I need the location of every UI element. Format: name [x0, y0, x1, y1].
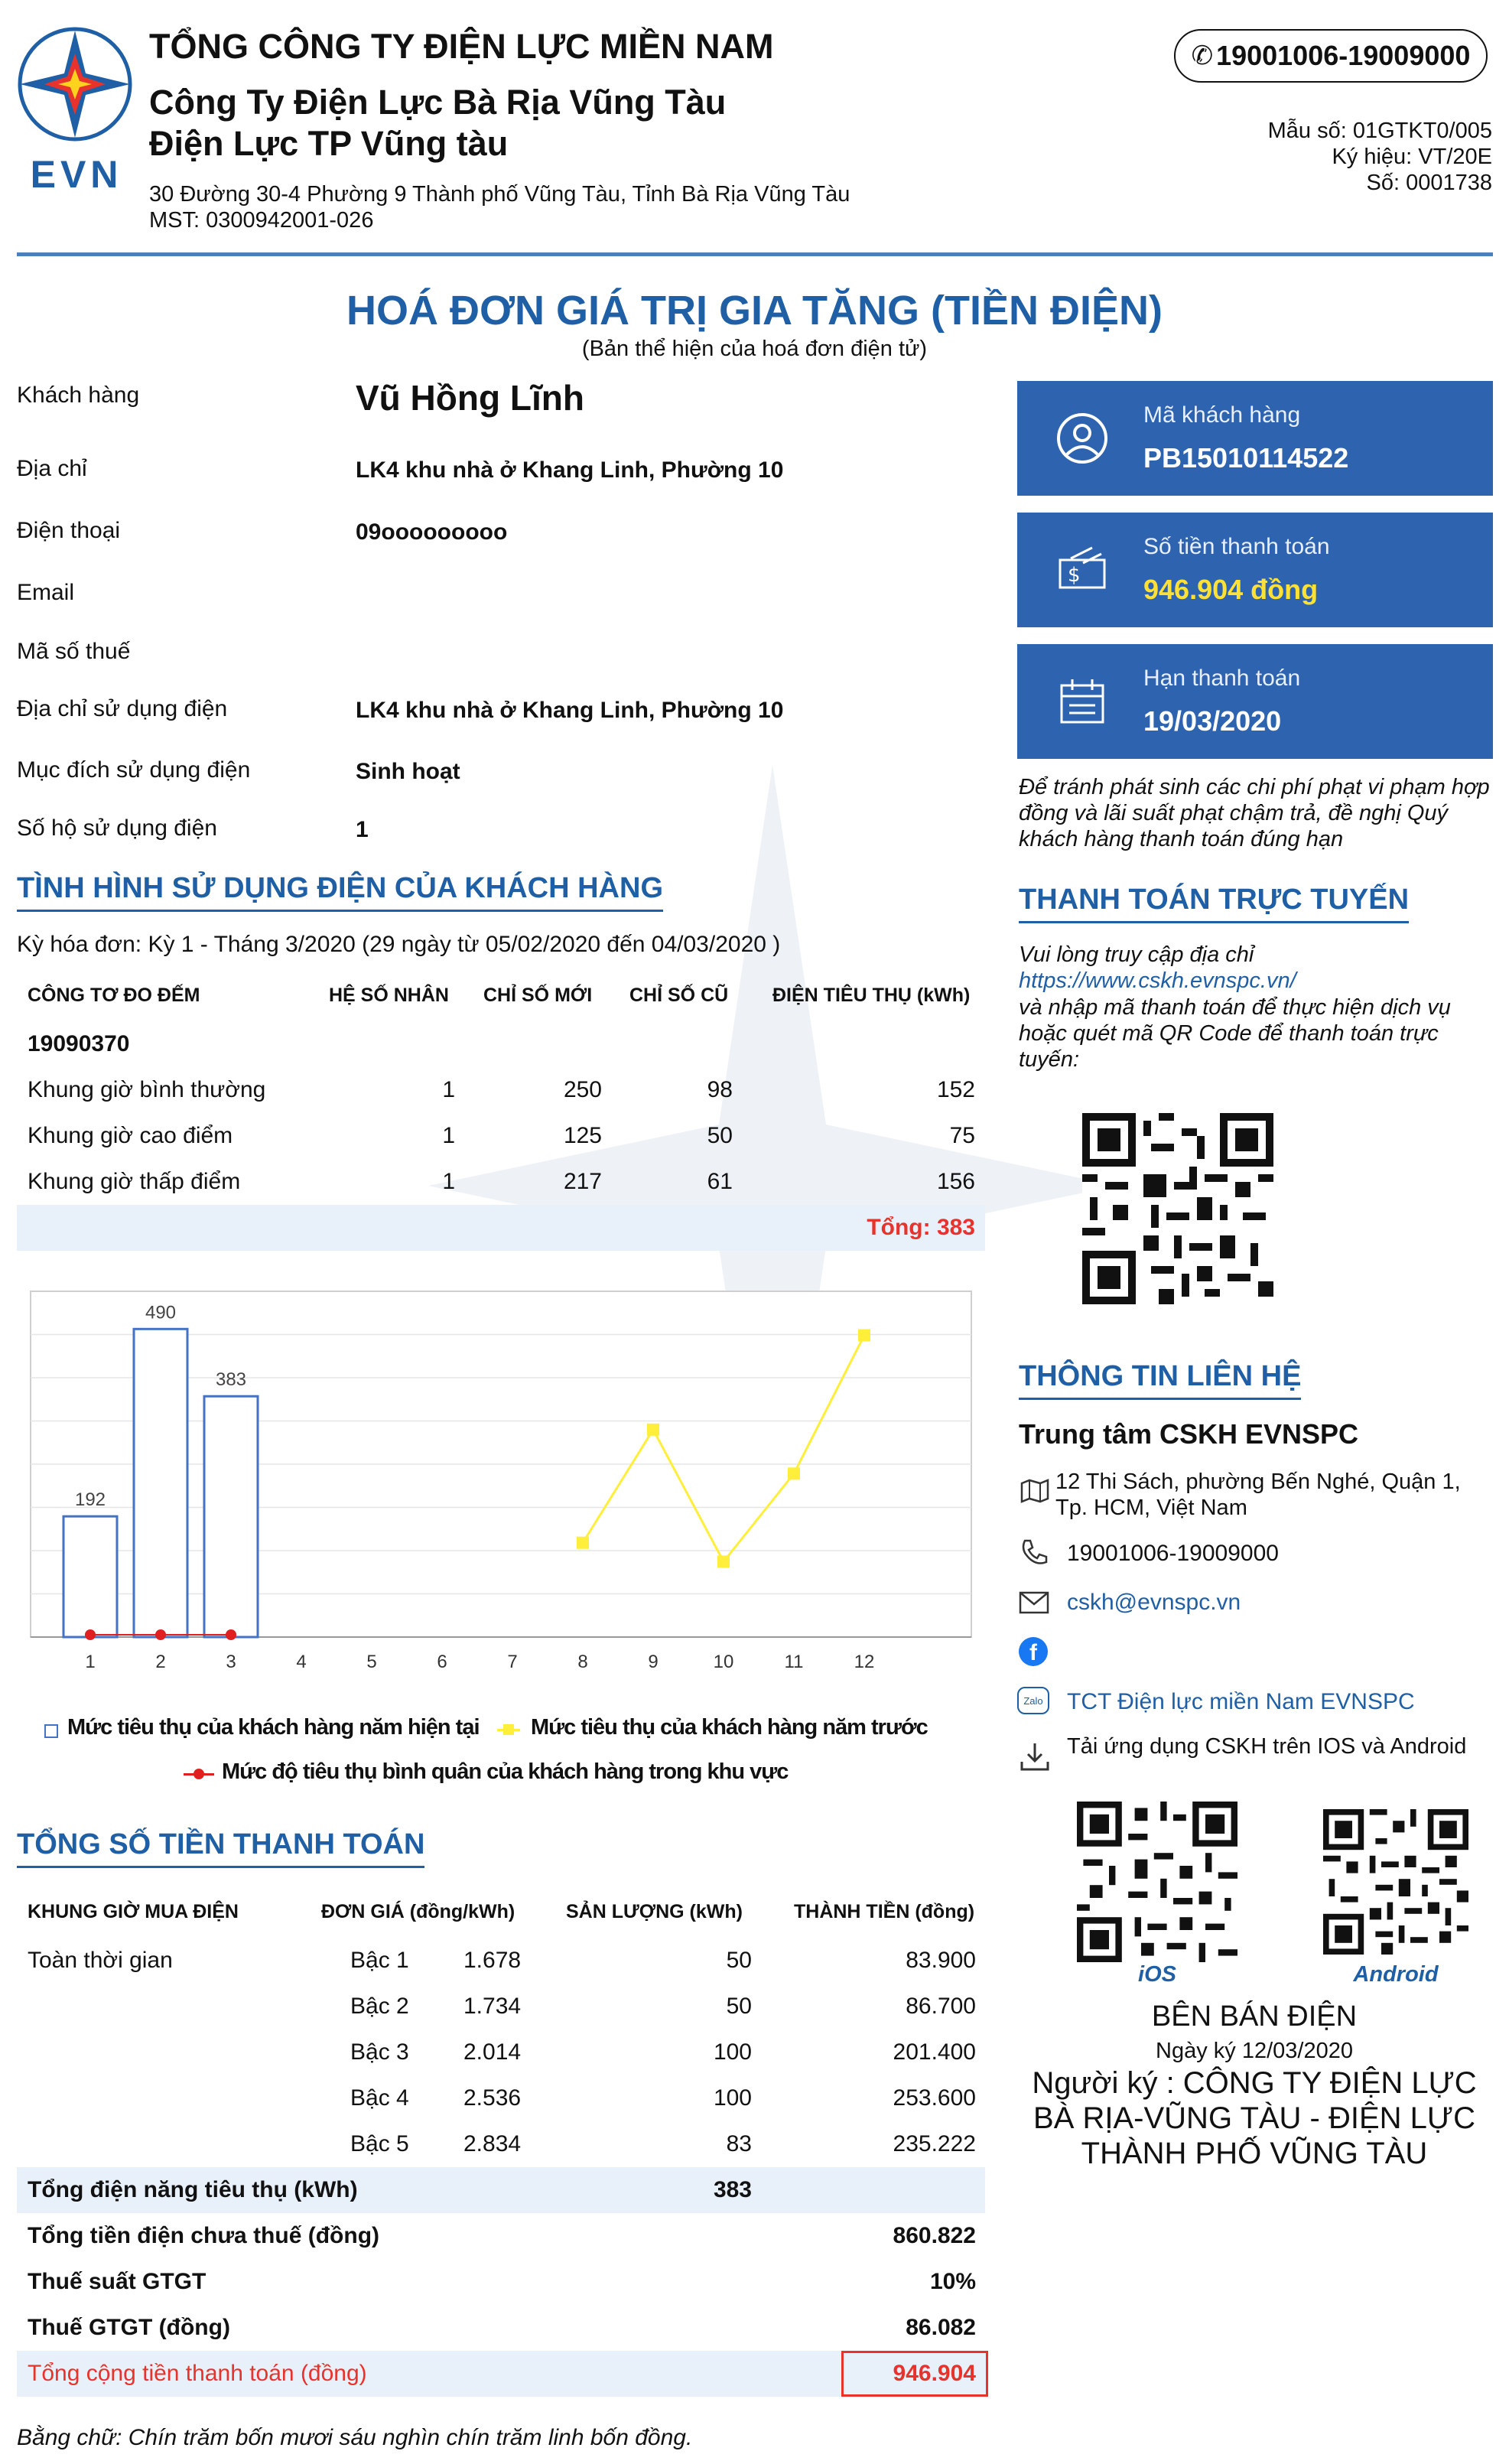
chart-bar — [204, 1396, 258, 1637]
col-time-slot: KHUNG GIỜ MUA ĐIỆN — [28, 1901, 239, 1922]
col-quantity: SẢN LƯỢNG (kWh) — [566, 1901, 743, 1922]
invoice-number: Số: 0001738 — [1366, 171, 1492, 195]
company-line2: Công Ty Điện Lực Bà Rịa Vũng Tàu — [149, 83, 727, 122]
android-qr-code[interactable] — [1323, 1809, 1468, 1955]
company-line3: Điện Lực TP Vũng tàu — [149, 124, 509, 163]
seller-date: Ngày ký 12/03/2020 — [1156, 2039, 1353, 2063]
usage-row-name: Khung giờ thấp điểm — [28, 1169, 241, 1194]
tier-amount: 201.400 — [893, 2039, 976, 2065]
calendar-icon — [1055, 675, 1109, 728]
tier-qty: 100 — [713, 2085, 752, 2111]
online-text2: và nhập mã thanh toán để thực hiện dịch vụ hoặc quét mã QR Code để thanh toán trực tuyến: — [1019, 995, 1451, 1072]
chart-x-tick-label: 6 — [437, 1652, 447, 1672]
usage-row-name: Khung giờ cao điểm — [28, 1123, 233, 1148]
user-icon — [1055, 412, 1109, 465]
col-factor: HỆ SỐ NHÂN — [329, 985, 449, 1006]
payment-notice: Để tránh phát sinh các chi phí phạt vi phạm hợp đồng và lãi suất phạt chậm trả, đề nghị Quý khách hàng thanh toán đúng hạn — [1019, 775, 1490, 851]
col-meter: CÔNG TƠ ĐO ĐẾM — [28, 985, 200, 1006]
label-address: Địa chỉ — [17, 456, 87, 481]
company-tax: MST: 0300942001-026 — [149, 208, 374, 233]
vat-rate-label: Thuế suất GTGT — [28, 2269, 207, 2294]
usage-section-title: TÌNH HÌNH SỬ DỤNG ĐIỆN CỦA KHÁCH HÀNG — [17, 872, 663, 912]
customer-usage-address: LK4 khu nhà ở Khang Linh, Phường 10 — [356, 698, 784, 723]
meter-number: 19090370 — [28, 1031, 130, 1056]
chart-legend — [38, 1712, 987, 1796]
customer-code-value: PB15010114522 — [1143, 442, 1349, 474]
zalo-icon[interactable]: Zalo — [1017, 1687, 1049, 1714]
customer-address: LK4 khu nhà ở Khang Linh, Phường 10 — [356, 457, 784, 483]
due-card — [1017, 644, 1493, 759]
contact-address: 12 Thi Sách, phường Bến Nghé, Quận 1, Tp. HCM, Việt Nam — [1055, 1470, 1461, 1520]
grand-total-label: Tổng cộng tiền thanh toán (đồng) — [28, 2361, 367, 2386]
chart-bar-data-label: 192 — [74, 1489, 106, 1511]
chart-x-tick-label: 9 — [648, 1652, 659, 1672]
tier-name: Bậc 2 — [350, 1994, 409, 2019]
chart-bar — [134, 1329, 187, 1637]
usage-total: Tổng: 383 — [867, 1215, 975, 1240]
tier-qty: 50 — [726, 1994, 752, 2019]
payment-qr-code[interactable] — [1082, 1113, 1273, 1304]
usage-row-name: Khung giờ bình thường — [28, 1077, 266, 1102]
label-email: Email — [17, 580, 75, 605]
android-label: Android — [1353, 1962, 1439, 1987]
usage-row-kwh: 156 — [936, 1169, 975, 1194]
vat-value: 86.082 — [906, 2315, 976, 2340]
customer-phone: 09ooooooooo — [356, 519, 508, 545]
contact-center: Trung tâm CSKH EVNSPC — [1019, 1418, 1359, 1450]
chart-x-tick-label: 10 — [713, 1652, 734, 1672]
pretax-value: 860.822 — [893, 2223, 976, 2248]
seller-signer: Người ký : CÔNG TY ĐIỆN LỰC BÀ RỊA-VŨNG TÀU - ĐIỆN LỰC THÀNH PHỐ VŨNG TÀU — [1032, 2066, 1477, 2170]
chart-x-tick-label: 11 — [784, 1652, 804, 1672]
hotline-badge[interactable] — [1174, 29, 1488, 83]
usage-row-factor: 1 — [442, 1169, 455, 1194]
invoice-title: HOÁ ĐƠN GIÁ TRỊ GIA TĂNG (TIỀN ĐIỆN) — [346, 288, 1163, 334]
customer-code-label: Mã khách hàng — [1143, 402, 1301, 428]
ios-qr-code[interactable] — [1077, 1802, 1237, 1962]
label-tax: Mã số thuế — [17, 639, 131, 664]
chart-prev-year-point — [647, 1424, 659, 1436]
usage-row-kwh: 75 — [949, 1123, 975, 1148]
invoice-form-number: Mẫu số: 01GTKT0/005 — [1267, 119, 1492, 143]
usage-row-factor: 1 — [442, 1123, 455, 1148]
chart-bar-data-label: 383 — [215, 1369, 247, 1391]
tier-name: Bậc 4 — [350, 2085, 409, 2111]
header-divider — [17, 252, 1493, 256]
col-kwh: ĐIỆN TIÊU THỤ (kWh) — [772, 985, 971, 1006]
chart-average-point — [226, 1629, 236, 1640]
usage-row-old: 50 — [707, 1123, 733, 1148]
legend-prev-label: Mức tiêu thụ của khách hàng năm trước — [531, 1715, 928, 1740]
due-label: Hạn thanh toán — [1143, 666, 1301, 691]
customer-households: 1 — [356, 817, 369, 842]
legend-current-swatch — [44, 1724, 58, 1738]
legend-avg-label: Mức độ tiêu thụ bình quân của khách hàng trong khu vực — [222, 1759, 789, 1784]
legend-current-label: Mức tiêu thụ của khách hàng năm hiện tại — [67, 1715, 480, 1740]
tier-price: 1.734 — [463, 1994, 522, 2019]
usage-total-row — [17, 1205, 985, 1251]
invoice-subtitle: (Bản thể hiện của hoá đơn điện tử) — [581, 337, 928, 361]
amount-value: 946.904 đồng — [1143, 574, 1319, 605]
company-line1: TỔNG CÔNG TY ĐIỆN LỰC MIỀN NAM — [149, 27, 774, 66]
chart-x-tick-label: 2 — [155, 1652, 166, 1672]
tier-qty: 100 — [713, 2039, 752, 2065]
online-section-title: THANH TOÁN TRỰC TUYẾN — [1019, 884, 1409, 923]
tier-amount: 86.700 — [906, 1994, 976, 2019]
seller-title: BÊN BÁN ĐIỆN — [1151, 2000, 1358, 2033]
col-unit-price: ĐƠN GIÁ (đồng/kWh) — [321, 1901, 515, 1922]
col-new: CHỈ SỐ MỚI — [483, 985, 593, 1006]
total-kwh-label: Tổng điện năng tiêu thụ (kWh) — [28, 2177, 358, 2202]
billing-period: Kỳ hóa đơn: Kỳ 1 - Tháng 3/2020 (29 ngày từ 05/02/2020 đến 04/03/2020 ) — [17, 932, 781, 957]
chart-x-tick-label: 7 — [507, 1652, 518, 1672]
tier-amount: 253.600 — [893, 2085, 976, 2111]
tier-amount: 235.222 — [893, 2131, 976, 2156]
download-icon — [1019, 1740, 1051, 1772]
amount-label: Số tiền thanh toán — [1143, 534, 1330, 559]
contact-phone[interactable]: 19001006-19009000 — [1067, 1541, 1279, 1566]
evn-logo-text: EVN — [30, 153, 123, 196]
usage-row-new: 250 — [563, 1077, 602, 1102]
tier-name: Bậc 3 — [350, 2039, 409, 2065]
online-text1: Vui lòng truy cập địa chỉ — [1019, 942, 1254, 967]
usage-row-old: 98 — [707, 1077, 733, 1102]
chart-prev-year-point — [717, 1555, 730, 1567]
period-label: Toàn thời gian — [28, 1948, 173, 1973]
customer-purpose: Sinh hoạt — [356, 759, 460, 784]
amount-card — [1017, 513, 1493, 627]
contact-app: Tải ứng dụng CSKH trên IOS và Android — [1067, 1734, 1467, 1759]
usage-chart — [23, 1285, 987, 1683]
usage-row-new: 125 — [563, 1123, 602, 1148]
chart-x-tick-label: 3 — [226, 1652, 236, 1672]
vat-label: Thuế GTGT (đồng) — [28, 2315, 230, 2340]
chart-x-tick-label: 4 — [296, 1652, 307, 1672]
customer-code-card — [1017, 381, 1493, 496]
contact-email[interactable]: cskh@evnspc.vn — [1067, 1590, 1241, 1615]
chart-average-point — [85, 1629, 96, 1640]
due-value: 19/03/2020 — [1143, 705, 1282, 737]
map-icon — [1019, 1473, 1051, 1505]
tier-price: 2.014 — [463, 2039, 522, 2065]
legend-avg-dot — [194, 1769, 204, 1779]
chart-prev-year-point — [788, 1467, 800, 1479]
pretax-label: Tổng tiền điện chưa thuế (đồng) — [28, 2223, 380, 2248]
label-usage-address: Địa chỉ sử dụng điện — [17, 696, 228, 721]
usage-row-factor: 1 — [442, 1077, 455, 1102]
chart-x-tick-label: 5 — [366, 1652, 377, 1672]
company-address: 30 Đường 30-4 Phường 9 Thành phố Vũng Tàu, Tỉnh Bà Rịa Vũng Tàu — [149, 182, 850, 207]
usage-row-kwh: 152 — [936, 1077, 975, 1102]
tier-name: Bậc 5 — [350, 2131, 409, 2156]
chart-average-point — [155, 1629, 166, 1640]
evn-star-icon — [15, 23, 138, 153]
online-link[interactable]: https://www.cskh.evnspc.vn/ — [1019, 968, 1296, 993]
ios-label: iOS — [1138, 1962, 1176, 1987]
phone-icon: ✆ — [1191, 41, 1214, 70]
svg-text:$: $ — [1068, 564, 1081, 587]
grand-total-value: 946.904 — [893, 2361, 976, 2386]
amount-in-words: Bằng chữ: Chín trăm bốn mươi sáu nghìn chín trăm linh bốn đồng. — [17, 2425, 693, 2450]
tier-price: 1.678 — [463, 1948, 522, 1973]
customer-name: Vũ Hồng Lĩnh — [356, 378, 584, 418]
tier-price: 2.536 — [463, 2085, 522, 2111]
label-customer: Khách hàng — [17, 382, 140, 408]
bill-money-icon — [1055, 543, 1109, 597]
chart-x-tick-label: 1 — [85, 1652, 96, 1672]
payment-section-title: TỔNG SỐ TIỀN THANH TOÁN — [17, 1828, 424, 1868]
total-kwh-value: 383 — [713, 2177, 752, 2202]
chart-bar-data-label: 490 — [145, 1302, 177, 1323]
usage-row-old: 61 — [707, 1169, 733, 1194]
evn-logo — [15, 23, 138, 199]
tier-amount: 83.900 — [906, 1948, 976, 1973]
chart-bar — [63, 1516, 117, 1637]
legend-prev-dot — [503, 1724, 514, 1735]
tier-name: Bậc 1 — [350, 1948, 409, 1973]
vat-rate-value: 10% — [929, 2269, 976, 2294]
chart-x-tick-label: 8 — [577, 1652, 588, 1672]
contact-zalo[interactable]: TCT Điện lực miền Nam EVNSPC — [1067, 1689, 1415, 1714]
label-households: Số hộ sử dụng điện — [17, 815, 217, 841]
col-old: CHỈ SỐ CŨ — [629, 985, 729, 1006]
tier-price: 2.834 — [463, 2131, 522, 2156]
invoice-symbol: Ký hiệu: VT/20E — [1332, 145, 1492, 169]
chart-x-tick-label: 12 — [854, 1652, 875, 1672]
hotline-number: 19001006-19009000 — [1216, 40, 1471, 71]
phone-icon — [1019, 1538, 1049, 1568]
label-purpose: Mục đích sử dụng điện — [17, 757, 251, 783]
facebook-icon[interactable]: f — [1019, 1637, 1048, 1666]
email-icon — [1019, 1591, 1049, 1614]
chart-prev-year-point — [858, 1330, 870, 1342]
tier-qty: 83 — [726, 2131, 752, 2156]
usage-row-new: 217 — [563, 1169, 602, 1194]
chart-prev-year-point — [577, 1537, 589, 1549]
contact-section-title: THÔNG TIN LIÊN HỆ — [1019, 1360, 1301, 1400]
col-amount: THÀNH TIỀN (đồng) — [794, 1901, 975, 1922]
label-phone: Điện thoại — [17, 518, 121, 543]
tier-qty: 50 — [726, 1948, 752, 1973]
